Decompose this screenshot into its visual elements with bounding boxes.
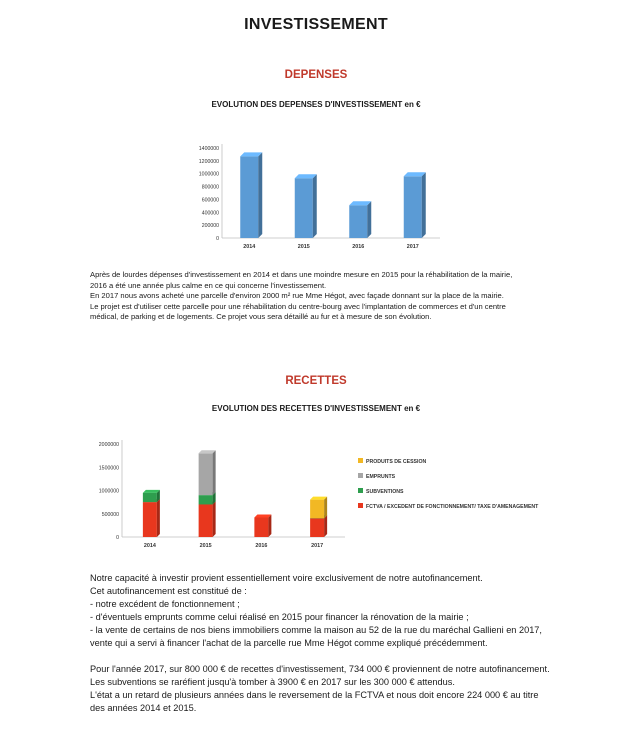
text-line: médical, de parking et de logements. Ce projet vous sera détaillé au fur et à mesure de son évolution. bbox=[90, 312, 432, 321]
bar bbox=[199, 453, 213, 495]
y-tick-label: 1000000 bbox=[198, 171, 219, 178]
x-tick-label: 2017 bbox=[311, 543, 324, 549]
y-tick-label: 0 bbox=[116, 535, 119, 541]
y-tick-label: 200000 bbox=[201, 223, 219, 230]
y-tick-label: 2000000 bbox=[98, 442, 119, 448]
y-tick-label: 600000 bbox=[201, 197, 219, 204]
x-tick-label: 2015 bbox=[199, 543, 212, 549]
text-line: Le projet est d'utiliser cette parcelle pour une réhabilitation du centre-bourg avec l'implantation de commerces et d'un centre bbox=[90, 301, 506, 311]
chart-title-depenses: EVOLUTION DES DEPENSES D'INVESTISSEMENT en € bbox=[211, 100, 421, 109]
bar-side bbox=[157, 499, 160, 537]
y-tick-label: 400000 bbox=[201, 210, 219, 217]
text-line: - notre excédent de fonctionnement ; bbox=[90, 599, 240, 609]
legend-swatch bbox=[358, 473, 363, 478]
y-tick-label: 0 bbox=[216, 236, 219, 242]
legend-label: EMPRUNTS bbox=[366, 474, 396, 480]
x-tick-label: 2014 bbox=[143, 543, 156, 549]
legend-label: SUBVENTIONS bbox=[366, 489, 404, 495]
bar bbox=[143, 502, 157, 537]
text-line: Cet autofinancement est constitué de : bbox=[90, 586, 247, 596]
bar-top bbox=[310, 497, 327, 500]
x-tick-label: 2017 bbox=[406, 244, 419, 250]
y-tick-label: 1000000 bbox=[98, 488, 119, 495]
x-tick-label: 2016 bbox=[255, 543, 268, 549]
legend-swatch bbox=[358, 458, 363, 463]
y-tick-label: 1200000 bbox=[198, 158, 219, 165]
section-heading-depenses: DEPENSES bbox=[284, 69, 348, 81]
x-tick-label: 2016 bbox=[352, 244, 365, 250]
bar-top bbox=[199, 450, 216, 453]
legend-swatch bbox=[358, 503, 363, 508]
legend-label: PRODUITS DE CESSION bbox=[366, 459, 427, 465]
bar-side bbox=[213, 501, 216, 537]
page-title: INVESTISSEMENT bbox=[244, 16, 388, 33]
bar bbox=[310, 518, 324, 537]
bar bbox=[254, 517, 268, 537]
recettes-paragraph bbox=[90, 572, 550, 715]
y-tick-label: 800000 bbox=[201, 184, 219, 191]
x-tick-label: 2014 bbox=[243, 244, 256, 250]
bar-top bbox=[143, 490, 160, 493]
bar-top bbox=[254, 514, 271, 517]
legend-label: FCTVA / EXCEDENT DE FONCTIONNEMENT/ TAXE D'AMENAGEMENT bbox=[366, 504, 539, 510]
text-line: - la vente de certains de nos biens immobiliers comme la maison au 52 de la rue du maréchal Gallieni en 2017, bbox=[90, 625, 542, 635]
text-line: Les subventions se raréfient jusqu'à tomber à 3900 € en 2017 sur les 300 000 € attendus. bbox=[90, 677, 455, 687]
text-line: En 2017 nous avons acheté une parcelle d'environ 2000 m² rue Mme Hégot, avec façade donnant sur la place de la mairie. bbox=[90, 291, 504, 300]
bar-side bbox=[324, 497, 327, 519]
text-line: - d'éventuels emprunts comme celui réalisé en 2015 pour financer la rénovation de la mairie ; bbox=[90, 612, 469, 622]
text-line bbox=[90, 650, 550, 663]
legend-swatch bbox=[358, 488, 363, 493]
bar bbox=[199, 495, 213, 504]
x-tick-label: 2015 bbox=[297, 244, 310, 250]
text-line: 2016 a été une année plus calme en ce qui concerne l'investissement. bbox=[90, 280, 327, 290]
text-line: Après de lourdes dépenses d'investissement en 2014 et dans une moindre mesure en 2015 pour la réhabilitation de la mairie, bbox=[90, 270, 513, 279]
y-tick-label: 1500000 bbox=[98, 465, 119, 472]
text-line: L'état a un retard de plusieurs années dans le reversement de la FCTVA et nous doit encore 224 000 € au titre bbox=[90, 690, 539, 700]
bar-side bbox=[324, 515, 327, 537]
y-tick-label: 1400000 bbox=[198, 146, 219, 152]
text-line: Notre capacité à investir provient essentiellement voire exclusivement de notre autofinancement. bbox=[90, 573, 483, 583]
text-line: des années 2014 et 2015. bbox=[90, 703, 197, 713]
chart-title-recettes: EVOLUTION DES RECETTES D'INVESTISSEMENT en € bbox=[211, 404, 421, 413]
bar bbox=[310, 500, 324, 519]
text-line: Pour l'année 2017, sur 800 000 € de recettes d'investissement, 734 000 € proviennent de notre autofinancement. bbox=[90, 664, 550, 674]
text-line: vente qui a servi à financer l'achat de la parcelle rue Mme Hégot comme expliqué précédemment. bbox=[90, 638, 488, 648]
section-heading-recettes: RECETTES bbox=[285, 375, 347, 387]
bar bbox=[199, 504, 213, 537]
bar-side bbox=[213, 450, 216, 495]
y-tick-label: 500000 bbox=[101, 511, 119, 518]
bar-side bbox=[268, 514, 271, 537]
bar bbox=[143, 493, 157, 502]
